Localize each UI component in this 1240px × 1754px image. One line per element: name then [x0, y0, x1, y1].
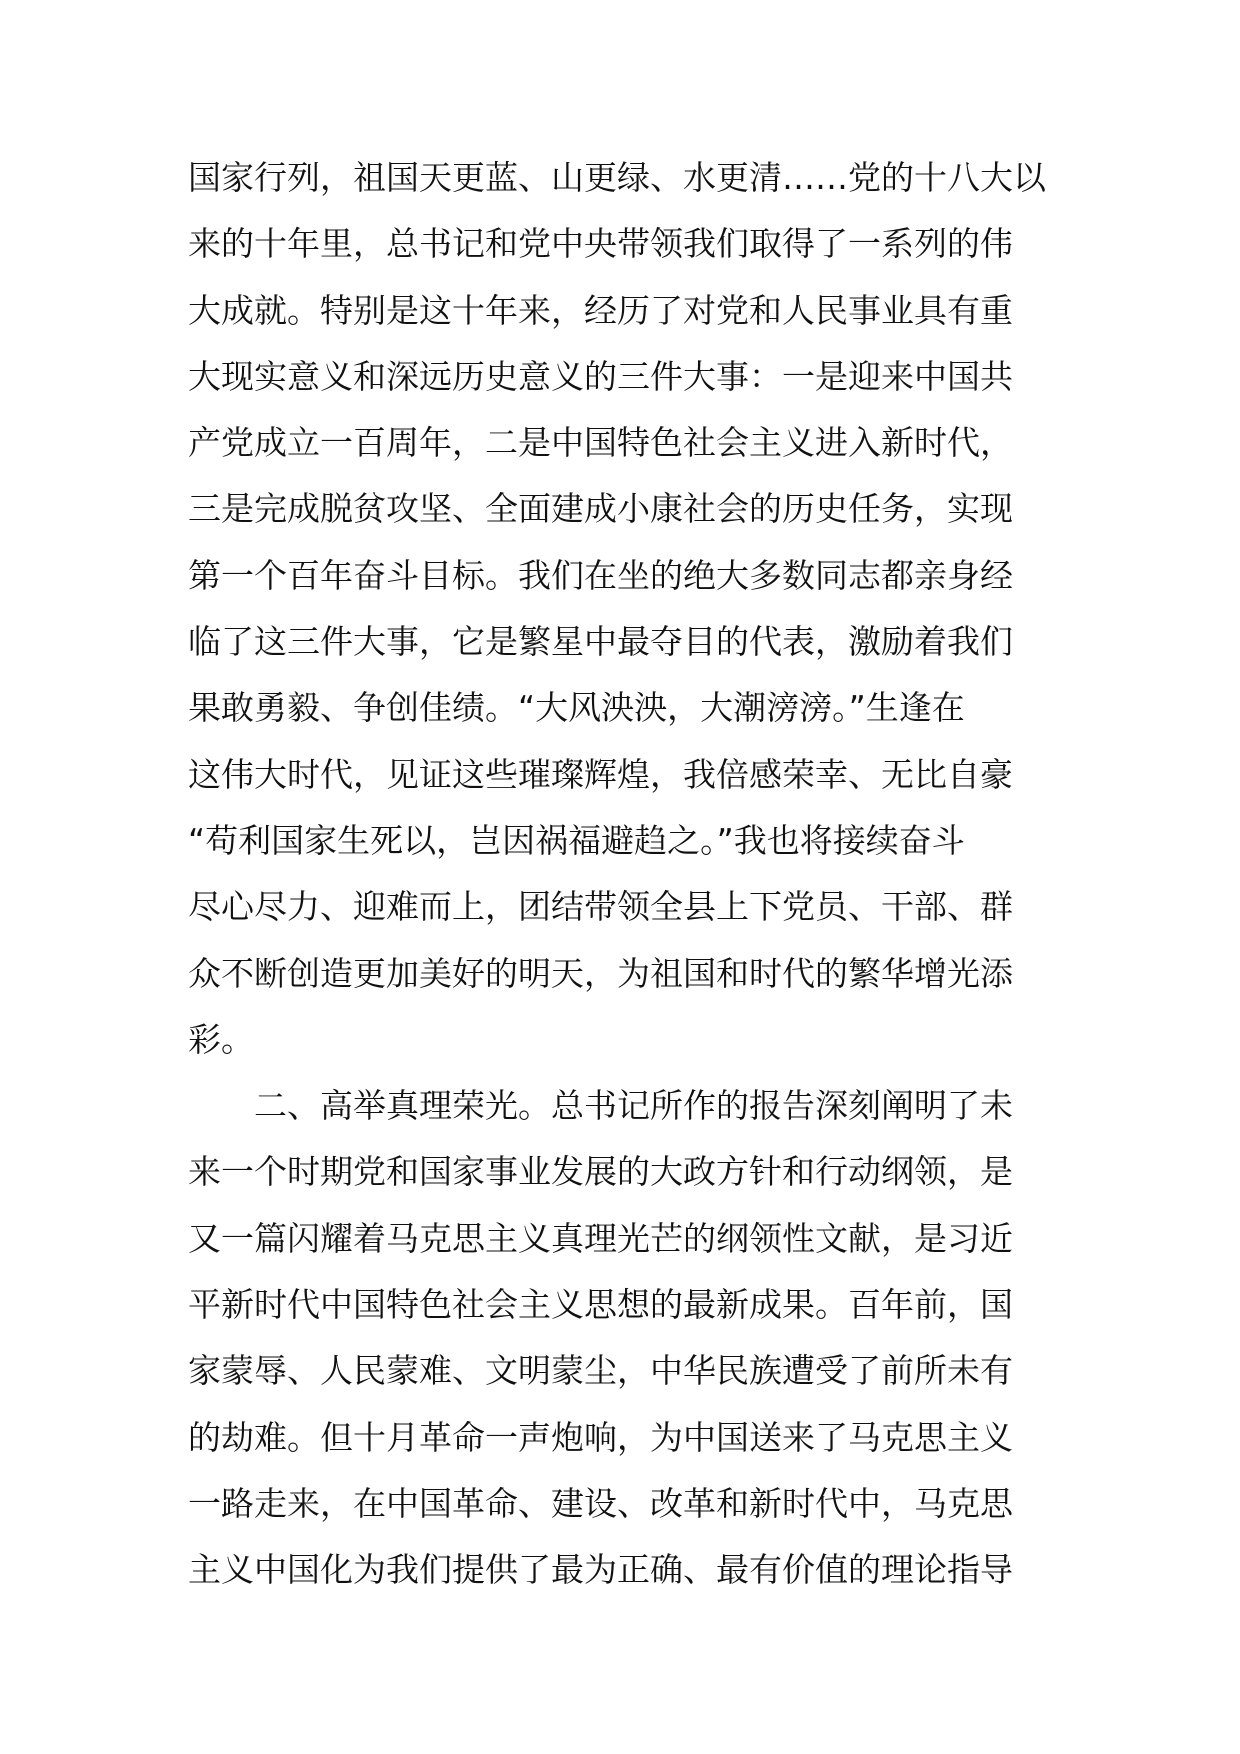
text-line: 平新时代中国特色社会主义思想的最新成果。百年前，国	[188, 1285, 1013, 1325]
text-line: 主义中国化为我们提供了最为正确、最有价值的理论指导	[188, 1550, 1013, 1590]
text-line: 家蒙辱、人民蒙难、文明蒙尘，中华民族遭受了前所未有	[188, 1351, 1013, 1391]
text-line: 大现实意义和深远历史意义的三件大事：一是迎来中国共	[188, 356, 1013, 396]
text-line: 又一篇闪耀着马克思主义真理光芒的纲领性文献，是习近	[188, 1218, 1013, 1258]
text-line: 来一个时期党和国家事业发展的大政方针和行动纲领，是	[188, 1152, 1013, 1192]
text-line: “苟利国家生死以，岂因祸福避趋之。”我也将接续奋斗	[188, 820, 965, 860]
text-line: 第一个百年奋斗目标。我们在坐的绝大多数同志都亲身经	[188, 555, 1013, 595]
text-line: 三是完成脱贫攻坚、全面建成小康社会的历史任务，实现	[188, 489, 1013, 529]
text-line: 的劫难。但十月革命一声炮响，为中国送来了马克思主义	[188, 1417, 1013, 1457]
text-line: 一路走来，在中国革命、建设、改革和新时代中，马克思	[188, 1483, 1013, 1523]
text-line: 彩。	[188, 1019, 254, 1059]
paragraph-heading-line: 二、高举真理荣光。总书记所作的报告深刻阐明了未	[254, 1086, 1013, 1126]
text-line: 众不断创造更加美好的明天，为祖国和时代的繁华增光添	[188, 953, 1013, 993]
text-line: 尽心尽力、迎难而上，团结带领全县上下党员、干部、群	[188, 887, 1013, 927]
body-text	[188, 145, 1058, 1604]
text-line: 果敢勇毅、争创佳绩。“大风泱泱，大潮滂滂。”生逢在	[188, 688, 965, 728]
text-line: 来的十年里，总书记和党中央带领我们取得了一系列的伟	[188, 224, 1013, 264]
text-line: 国家行列，祖国天更蓝、山更绿、水更清……党的十八大以	[188, 158, 1046, 197]
text-line: 大成就。特别是这十年来，经历了对党和人民事业具有重	[188, 290, 1013, 330]
text-line: 临了这三件大事，它是繁星中最夺目的代表，激励着我们	[188, 622, 1013, 662]
text-line: 产党成立一百周年，二是中国特色社会主义进入新时代，	[188, 423, 1013, 463]
text-line: 这伟大时代，见证这些璀璨辉煌，我倍感荣幸、无比自豪	[188, 754, 1013, 794]
